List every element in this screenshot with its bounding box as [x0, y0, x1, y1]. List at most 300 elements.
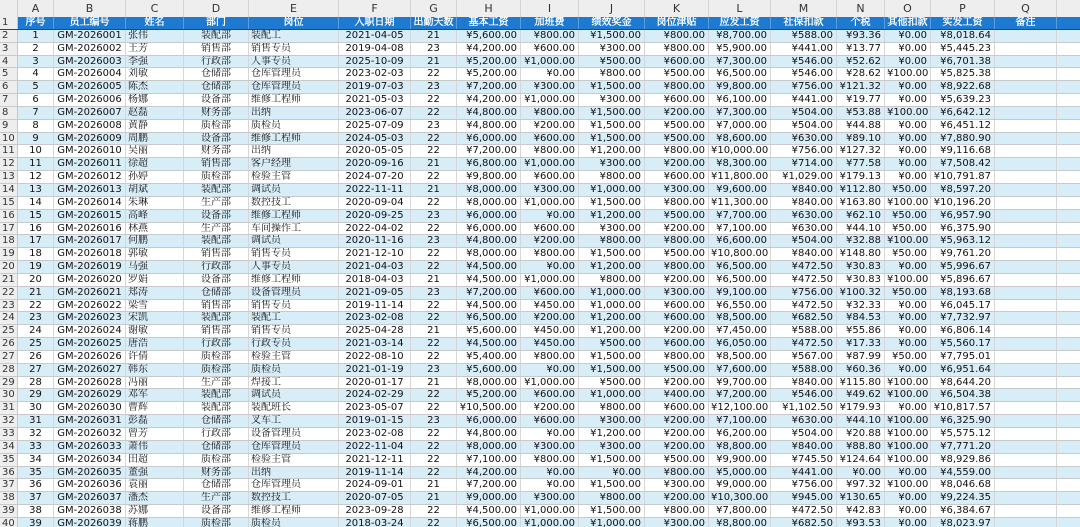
- table-cell[interactable]: ¥100.00: [885, 415, 931, 427]
- table-cell[interactable]: ¥5,639.23: [931, 94, 995, 106]
- table-cell[interactable]: 2022-11-04: [339, 441, 411, 453]
- table-cell[interactable]: ¥6,375.90: [931, 223, 995, 235]
- table-cell[interactable]: ¥100.00: [885, 274, 931, 286]
- table-cell[interactable]: 检验主管: [249, 171, 339, 183]
- table-cell[interactable]: ¥800.00: [645, 235, 709, 247]
- table-cell[interactable]: ¥840.00: [771, 377, 837, 389]
- table-cell[interactable]: [995, 274, 1057, 286]
- table-cell[interactable]: 李强: [126, 56, 184, 68]
- table-cell[interactable]: 22: [411, 145, 457, 157]
- table-cell[interactable]: 装配部: [184, 184, 249, 196]
- table-cell[interactable]: 质检部: [184, 518, 249, 527]
- table-cell[interactable]: 装配工: [249, 312, 339, 324]
- table-cell[interactable]: ¥300.00: [579, 441, 645, 453]
- table-cell[interactable]: 设备部: [184, 274, 249, 286]
- table-cell[interactable]: 2020-07-05: [339, 492, 411, 504]
- table-cell[interactable]: 装配部: [184, 312, 249, 324]
- table-cell[interactable]: 22: [411, 389, 457, 401]
- table-cell[interactable]: ¥84.53: [837, 312, 885, 324]
- table-cell[interactable]: ¥600.00: [645, 56, 709, 68]
- table-cell[interactable]: 2019-11-14: [339, 467, 411, 479]
- table-cell[interactable]: ¥10,196.20: [931, 197, 995, 209]
- table-cell[interactable]: ¥745.50: [771, 454, 837, 466]
- table-cell[interactable]: 质检员: [249, 518, 339, 527]
- column-header-cell[interactable]: 入职日期: [339, 17, 411, 29]
- table-cell[interactable]: ¥6,500.00: [457, 518, 521, 527]
- table-cell[interactable]: ¥600.00: [645, 300, 709, 312]
- table-cell[interactable]: [995, 197, 1057, 209]
- table-cell[interactable]: 7: [18, 107, 54, 119]
- column-letter-i[interactable]: I: [521, 0, 579, 17]
- table-cell[interactable]: [995, 158, 1057, 170]
- table-cell[interactable]: ¥4,500.00: [457, 274, 521, 286]
- table-cell[interactable]: ¥7,800.00: [709, 505, 771, 517]
- table-cell[interactable]: ¥5,600.00: [457, 30, 521, 42]
- table-cell[interactable]: 22: [18, 300, 54, 312]
- table-cell[interactable]: [995, 338, 1057, 350]
- table-cell[interactable]: ¥9,116.68: [931, 145, 995, 157]
- table-cell[interactable]: 冯丽: [126, 377, 184, 389]
- table-cell[interactable]: [995, 248, 1057, 260]
- row-number[interactable]: 28: [0, 364, 18, 376]
- table-cell[interactable]: 2020-09-04: [339, 197, 411, 209]
- table-cell[interactable]: 出纳: [249, 467, 339, 479]
- table-cell[interactable]: ¥5,000.00: [709, 467, 771, 479]
- table-cell[interactable]: ¥19.77: [837, 94, 885, 106]
- table-cell[interactable]: 2023-05-07: [339, 402, 411, 414]
- table-cell[interactable]: [995, 415, 1057, 427]
- row-number[interactable]: 24: [0, 312, 18, 324]
- table-cell[interactable]: 2025-04-28: [339, 325, 411, 337]
- table-cell[interactable]: ¥0.00: [885, 325, 931, 337]
- table-cell[interactable]: ¥800.00: [645, 351, 709, 363]
- table-cell[interactable]: GM-2026020: [54, 274, 126, 286]
- table-cell[interactable]: ¥6,806.14: [931, 325, 995, 337]
- table-cell[interactable]: ¥6,951.64: [931, 364, 995, 376]
- table-cell[interactable]: ¥0.00: [837, 467, 885, 479]
- table-cell[interactable]: ¥6,045.17: [931, 300, 995, 312]
- table-cell[interactable]: ¥10,791.87: [931, 171, 995, 183]
- table-cell[interactable]: ¥588.00: [771, 364, 837, 376]
- row-number[interactable]: 21: [0, 274, 18, 286]
- row-number[interactable]: 29: [0, 377, 18, 389]
- table-cell[interactable]: ¥1,200.00: [579, 428, 645, 440]
- table-cell[interactable]: ¥8,500.00: [709, 351, 771, 363]
- table-cell[interactable]: 22: [411, 338, 457, 350]
- column-header-cell[interactable]: 加班费: [521, 17, 579, 29]
- table-cell[interactable]: ¥5,600.00: [457, 364, 521, 376]
- table-cell[interactable]: GM-2026027: [54, 364, 126, 376]
- column-letter-f[interactable]: F: [339, 0, 411, 17]
- table-cell[interactable]: 销售部: [184, 43, 249, 55]
- table-cell[interactable]: ¥6,800.00: [457, 158, 521, 170]
- table-cell[interactable]: [995, 377, 1057, 389]
- row-number[interactable]: 25: [0, 325, 18, 337]
- column-header-cell[interactable]: 部门: [184, 17, 249, 29]
- table-cell[interactable]: ¥77.58: [837, 158, 885, 170]
- table-cell[interactable]: 23: [411, 235, 457, 247]
- table-cell[interactable]: ¥500.00: [645, 68, 709, 80]
- table-cell[interactable]: ¥800.00: [521, 454, 579, 466]
- table-cell[interactable]: ¥800.00: [579, 235, 645, 247]
- table-cell[interactable]: ¥1,500.00: [579, 454, 645, 466]
- table-cell[interactable]: 22: [411, 261, 457, 273]
- table-cell[interactable]: ¥0.00: [885, 338, 931, 350]
- table-cell[interactable]: GM-2026005: [54, 81, 126, 93]
- table-cell[interactable]: ¥450.00: [521, 338, 579, 350]
- table-cell[interactable]: ¥1,500.00: [579, 120, 645, 132]
- table-cell[interactable]: 装配部: [184, 402, 249, 414]
- table-cell[interactable]: ¥0.00: [885, 94, 931, 106]
- table-cell[interactable]: [995, 210, 1057, 222]
- table-cell[interactable]: ¥5,200.00: [457, 56, 521, 68]
- table-cell[interactable]: ¥800.00: [645, 505, 709, 517]
- column-header-cell[interactable]: 社保扣款: [771, 17, 837, 29]
- table-cell[interactable]: ¥62.10: [837, 210, 885, 222]
- table-cell[interactable]: ¥7,300.00: [709, 56, 771, 68]
- table-cell[interactable]: ¥100.32: [837, 287, 885, 299]
- table-cell[interactable]: 16: [18, 223, 54, 235]
- table-cell[interactable]: ¥840.00: [771, 184, 837, 196]
- table-cell[interactable]: GM-2026029: [54, 389, 126, 401]
- table-cell[interactable]: 2019-11-14: [339, 300, 411, 312]
- table-cell[interactable]: ¥11,800.00: [709, 171, 771, 183]
- table-cell[interactable]: [995, 467, 1057, 479]
- table-cell[interactable]: ¥6,500.00: [457, 312, 521, 324]
- table-cell[interactable]: ¥10,800.00: [709, 248, 771, 260]
- table-cell[interactable]: 2021-03-14: [339, 338, 411, 350]
- table-cell[interactable]: 17: [18, 235, 54, 247]
- row-number[interactable]: 14: [0, 184, 18, 196]
- row-number[interactable]: 32: [0, 415, 18, 427]
- table-cell[interactable]: ¥9,600.00: [709, 184, 771, 196]
- table-cell[interactable]: [995, 505, 1057, 517]
- table-cell[interactable]: ¥30.83: [837, 261, 885, 273]
- table-cell[interactable]: ¥20.88: [837, 428, 885, 440]
- table-cell[interactable]: ¥10,817.57: [931, 402, 995, 414]
- table-cell[interactable]: ¥6,000.00: [457, 133, 521, 145]
- table-cell[interactable]: ¥8,000.00: [457, 197, 521, 209]
- table-cell[interactable]: 罗娟: [126, 274, 184, 286]
- table-cell[interactable]: ¥6,050.00: [709, 338, 771, 350]
- table-cell[interactable]: 仓储部: [184, 68, 249, 80]
- table-cell[interactable]: ¥300.00: [645, 518, 709, 527]
- table-cell[interactable]: 21: [411, 479, 457, 491]
- table-cell[interactable]: ¥800.00: [645, 30, 709, 42]
- table-cell[interactable]: 装配部: [184, 30, 249, 42]
- table-cell[interactable]: [995, 364, 1057, 376]
- table-cell[interactable]: 林燕: [126, 223, 184, 235]
- table-cell[interactable]: ¥60.36: [837, 364, 885, 376]
- table-cell[interactable]: GM-2026003: [54, 56, 126, 68]
- table-cell[interactable]: 检验主管: [249, 351, 339, 363]
- table-cell[interactable]: 22: [411, 467, 457, 479]
- table-cell[interactable]: ¥300.00: [579, 94, 645, 106]
- table-cell[interactable]: ¥100.00: [885, 235, 931, 247]
- table-cell[interactable]: ¥500.00: [645, 120, 709, 132]
- table-cell[interactable]: [995, 81, 1057, 93]
- table-cell[interactable]: ¥800.00: [579, 274, 645, 286]
- table-cell[interactable]: 2021-09-05: [339, 287, 411, 299]
- table-cell[interactable]: ¥9,800.00: [709, 81, 771, 93]
- table-cell[interactable]: 质检部: [184, 364, 249, 376]
- table-cell[interactable]: ¥1,500.00: [579, 351, 645, 363]
- table-cell[interactable]: ¥0.00: [885, 171, 931, 183]
- table-cell[interactable]: 装配部: [184, 235, 249, 247]
- row-number[interactable]: 5: [0, 68, 18, 80]
- table-cell[interactable]: ¥300.00: [521, 492, 579, 504]
- column-header-cell[interactable]: 绩效奖金: [579, 17, 645, 29]
- table-cell[interactable]: 设备管理员: [249, 287, 339, 299]
- table-cell[interactable]: ¥6,000.00: [457, 415, 521, 427]
- table-cell[interactable]: 2: [18, 43, 54, 55]
- table-cell[interactable]: GM-2026031: [54, 415, 126, 427]
- table-cell[interactable]: 设备管理员: [249, 428, 339, 440]
- table-cell[interactable]: 10: [18, 145, 54, 157]
- table-cell[interactable]: GM-2026038: [54, 505, 126, 517]
- table-cell[interactable]: ¥472.50: [771, 505, 837, 517]
- table-cell[interactable]: ¥800.00: [521, 145, 579, 157]
- table-cell[interactable]: ¥1,200.00: [579, 312, 645, 324]
- table-cell[interactable]: ¥0.00: [885, 133, 931, 145]
- table-cell[interactable]: 出纳: [249, 145, 339, 157]
- table-cell[interactable]: ¥1,200.00: [579, 210, 645, 222]
- table-cell[interactable]: 仓储部: [184, 479, 249, 491]
- table-cell[interactable]: GM-2026016: [54, 223, 126, 235]
- table-cell[interactable]: 销售部: [184, 248, 249, 260]
- table-cell[interactable]: GM-2026036: [54, 479, 126, 491]
- table-cell[interactable]: ¥5,900.00: [709, 43, 771, 55]
- table-cell[interactable]: 许倩: [126, 351, 184, 363]
- table-cell[interactable]: 22: [411, 94, 457, 106]
- row-number[interactable]: 40: [0, 518, 18, 527]
- table-cell[interactable]: ¥1,000.00: [579, 518, 645, 527]
- table-cell[interactable]: 装配班长: [249, 402, 339, 414]
- table-cell[interactable]: ¥500.00: [645, 454, 709, 466]
- table-cell[interactable]: 23: [411, 120, 457, 132]
- table-cell[interactable]: ¥840.00: [771, 197, 837, 209]
- table-cell[interactable]: ¥30.83: [837, 274, 885, 286]
- table-cell[interactable]: ¥50.00: [885, 210, 931, 222]
- table-cell[interactable]: 韩东: [126, 364, 184, 376]
- table-cell[interactable]: ¥0.00: [885, 402, 931, 414]
- table-cell[interactable]: ¥200.00: [521, 235, 579, 247]
- table-cell[interactable]: ¥8,500.00: [709, 312, 771, 324]
- column-letter-e[interactable]: E: [249, 0, 339, 17]
- table-cell[interactable]: 徐超: [126, 158, 184, 170]
- table-cell[interactable]: GM-2026032: [54, 428, 126, 440]
- table-cell[interactable]: ¥800.00: [579, 492, 645, 504]
- table-cell[interactable]: [995, 518, 1057, 527]
- table-cell[interactable]: ¥800.00: [645, 467, 709, 479]
- row-number[interactable]: 38: [0, 492, 18, 504]
- table-cell[interactable]: ¥32.88: [837, 235, 885, 247]
- table-cell[interactable]: ¥0.00: [521, 467, 579, 479]
- table-cell[interactable]: [995, 261, 1057, 273]
- table-cell[interactable]: 维修工程师: [249, 274, 339, 286]
- table-cell[interactable]: ¥179.93: [837, 402, 885, 414]
- row-number[interactable]: 3: [0, 43, 18, 55]
- table-cell[interactable]: ¥600.00: [521, 133, 579, 145]
- table-cell[interactable]: 行政部: [184, 338, 249, 350]
- table-cell[interactable]: 27: [18, 364, 54, 376]
- table-cell[interactable]: [995, 312, 1057, 324]
- table-cell[interactable]: ¥441.00: [771, 94, 837, 106]
- table-cell[interactable]: ¥504.00: [771, 235, 837, 247]
- table-cell[interactable]: ¥50.00: [885, 351, 931, 363]
- table-cell[interactable]: 2022-08-10: [339, 351, 411, 363]
- table-cell[interactable]: ¥6,504.38: [931, 389, 995, 401]
- row-number[interactable]: 36: [0, 467, 18, 479]
- table-cell[interactable]: 曾芳: [126, 428, 184, 440]
- table-cell[interactable]: ¥7,100.00: [709, 415, 771, 427]
- table-cell[interactable]: ¥179.13: [837, 171, 885, 183]
- table-cell[interactable]: GM-2026018: [54, 248, 126, 260]
- table-cell[interactable]: 生产部: [184, 492, 249, 504]
- table-cell[interactable]: ¥7,300.00: [709, 107, 771, 119]
- table-cell[interactable]: ¥100.00: [885, 389, 931, 401]
- table-cell[interactable]: ¥7,000.00: [709, 120, 771, 132]
- table-cell[interactable]: [995, 351, 1057, 363]
- column-header-cell[interactable]: 员工编号: [54, 17, 126, 29]
- row-number[interactable]: 26: [0, 338, 18, 350]
- row-number[interactable]: 4: [0, 56, 18, 68]
- table-cell[interactable]: ¥1,500.00: [579, 505, 645, 517]
- table-cell[interactable]: ¥500.00: [645, 364, 709, 376]
- table-cell[interactable]: ¥8,046.68: [931, 479, 995, 491]
- table-cell[interactable]: 22: [411, 351, 457, 363]
- table-cell[interactable]: ¥756.00: [771, 81, 837, 93]
- table-cell[interactable]: 装配工: [249, 30, 339, 42]
- row-number[interactable]: 2: [0, 30, 18, 42]
- table-cell[interactable]: ¥1,500.00: [579, 30, 645, 42]
- table-cell[interactable]: ¥7,771.20: [931, 441, 995, 453]
- table-cell[interactable]: ¥8,644.20: [931, 377, 995, 389]
- table-cell[interactable]: ¥93.36: [837, 30, 885, 42]
- table-cell[interactable]: ¥8,600.00: [709, 133, 771, 145]
- row-number[interactable]: 39: [0, 505, 18, 517]
- table-cell[interactable]: 2021-12-11: [339, 454, 411, 466]
- table-cell[interactable]: 2021-12-10: [339, 248, 411, 260]
- table-cell[interactable]: ¥100.00: [885, 454, 931, 466]
- table-cell[interactable]: ¥546.00: [771, 389, 837, 401]
- table-cell[interactable]: 梁雪: [126, 300, 184, 312]
- table-cell[interactable]: ¥10,500.00: [457, 402, 521, 414]
- table-cell[interactable]: 仓库管理员: [249, 68, 339, 80]
- row-number[interactable]: 16: [0, 210, 18, 222]
- table-cell[interactable]: 2023-09-28: [339, 505, 411, 517]
- table-cell[interactable]: 刘敏: [126, 68, 184, 80]
- table-cell[interactable]: ¥8,193.68: [931, 287, 995, 299]
- table-cell[interactable]: ¥0.00: [521, 261, 579, 273]
- table-cell[interactable]: 22: [411, 505, 457, 517]
- table-cell[interactable]: 谢敏: [126, 325, 184, 337]
- row-number[interactable]: 13: [0, 171, 18, 183]
- table-cell[interactable]: ¥50.00: [885, 248, 931, 260]
- table-cell[interactable]: 23: [411, 210, 457, 222]
- table-cell[interactable]: ¥200.00: [645, 377, 709, 389]
- table-cell[interactable]: ¥8,023.97: [931, 518, 995, 527]
- table-cell[interactable]: ¥50.00: [885, 223, 931, 235]
- table-cell[interactable]: ¥0.00: [885, 467, 931, 479]
- table-cell[interactable]: 34: [18, 454, 54, 466]
- column-letter-n[interactable]: N: [837, 0, 885, 17]
- table-cell[interactable]: 调试员: [249, 235, 339, 247]
- table-cell[interactable]: 2019-07-03: [339, 81, 411, 93]
- table-cell[interactable]: ¥1,200.00: [579, 145, 645, 157]
- table-cell[interactable]: ¥5,560.17: [931, 338, 995, 350]
- row-number[interactable]: 27: [0, 351, 18, 363]
- table-cell[interactable]: 销售部: [184, 158, 249, 170]
- table-cell[interactable]: [995, 235, 1057, 247]
- table-cell[interactable]: 2024-07-20: [339, 171, 411, 183]
- table-cell[interactable]: ¥0.00: [579, 467, 645, 479]
- row-number[interactable]: 17: [0, 223, 18, 235]
- table-cell[interactable]: ¥5,200.00: [457, 68, 521, 80]
- table-cell[interactable]: ¥6,000.00: [457, 210, 521, 222]
- table-cell[interactable]: [995, 30, 1057, 42]
- table-cell[interactable]: 数控技工: [249, 197, 339, 209]
- table-cell[interactable]: [995, 94, 1057, 106]
- table-cell[interactable]: ¥500.00: [645, 210, 709, 222]
- column-header-cell[interactable]: 备注: [995, 17, 1057, 29]
- table-cell[interactable]: 维修工程师: [249, 505, 339, 517]
- table-cell[interactable]: 张伟: [126, 30, 184, 42]
- table-cell[interactable]: ¥800.00: [645, 145, 709, 157]
- table-cell[interactable]: 23: [411, 415, 457, 427]
- table-cell[interactable]: ¥8,018.64: [931, 30, 995, 42]
- table-cell[interactable]: 马强: [126, 261, 184, 273]
- table-cell[interactable]: GM-2026030: [54, 402, 126, 414]
- table-cell[interactable]: ¥800.00: [521, 107, 579, 119]
- table-cell[interactable]: ¥12,100.00: [709, 402, 771, 414]
- table-cell[interactable]: GM-2026010: [54, 145, 126, 157]
- row-number[interactable]: 37: [0, 479, 18, 491]
- row-number[interactable]: 22: [0, 287, 18, 299]
- table-cell[interactable]: GM-2026006: [54, 94, 126, 106]
- table-cell[interactable]: 2024-05-03: [339, 133, 411, 145]
- table-cell[interactable]: 22: [411, 248, 457, 260]
- table-cell[interactable]: 2023-02-08: [339, 312, 411, 324]
- table-cell[interactable]: ¥1,500.00: [579, 197, 645, 209]
- table-cell[interactable]: ¥0.00: [885, 158, 931, 170]
- table-cell[interactable]: ¥55.86: [837, 325, 885, 337]
- table-cell[interactable]: GM-2026012: [54, 171, 126, 183]
- table-cell[interactable]: ¥472.50: [771, 274, 837, 286]
- table-cell[interactable]: ¥1,000.00: [521, 94, 579, 106]
- table-cell[interactable]: GM-2026024: [54, 325, 126, 337]
- table-cell[interactable]: ¥17.33: [837, 338, 885, 350]
- table-cell[interactable]: ¥200.00: [645, 223, 709, 235]
- row-number[interactable]: 23: [0, 300, 18, 312]
- table-cell[interactable]: ¥5,600.00: [457, 325, 521, 337]
- table-cell[interactable]: ¥682.50: [771, 518, 837, 527]
- table-cell[interactable]: 2023-02-08: [339, 428, 411, 440]
- table-cell[interactable]: ¥0.00: [885, 312, 931, 324]
- table-cell[interactable]: [995, 223, 1057, 235]
- table-cell[interactable]: GM-2026037: [54, 492, 126, 504]
- table-cell[interactable]: 2020-11-16: [339, 235, 411, 247]
- table-cell[interactable]: ¥9,761.20: [931, 248, 995, 260]
- table-cell[interactable]: 仓储部: [184, 441, 249, 453]
- table-cell[interactable]: ¥546.00: [771, 56, 837, 68]
- table-cell[interactable]: ¥200.00: [645, 325, 709, 337]
- table-cell[interactable]: ¥89.10: [837, 133, 885, 145]
- table-cell[interactable]: ¥200.00: [521, 312, 579, 324]
- table-cell[interactable]: 6: [18, 94, 54, 106]
- table-cell[interactable]: ¥630.00: [771, 133, 837, 145]
- table-cell[interactable]: 26: [18, 351, 54, 363]
